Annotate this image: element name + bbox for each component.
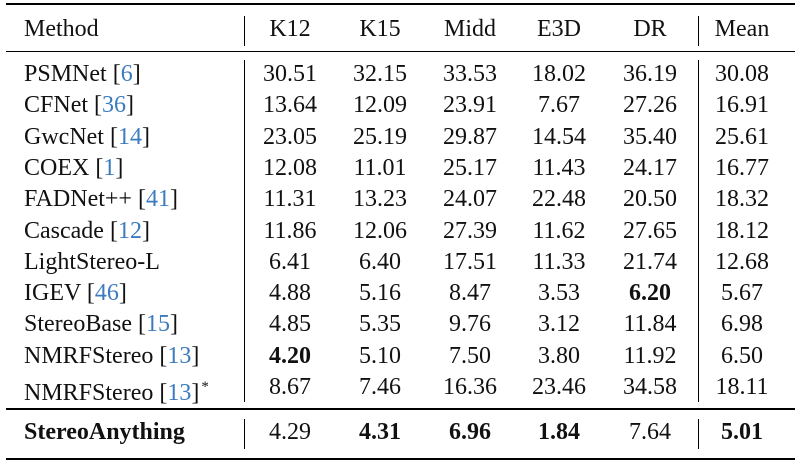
separator-rule — [6, 408, 795, 410]
citation-link[interactable]: 13 — [167, 342, 192, 369]
method-cell — [24, 247, 160, 278]
value-mean: 18.12 — [715, 217, 769, 244]
value-midd: 17.51 — [443, 248, 497, 275]
citation-link[interactable]: 15 — [145, 311, 170, 338]
table-row — [0, 216, 803, 247]
top-rule — [6, 3, 795, 5]
method-cell: Cascade [12] — [24, 217, 150, 244]
value-k15: 11.01 — [353, 154, 407, 181]
method-name: COEX — [24, 154, 90, 181]
value-mean: 18.32 — [715, 186, 769, 213]
value-k12: 6.41 — [269, 248, 311, 275]
header-e3d: E3D — [537, 16, 581, 42]
value-mean: 5.01 — [721, 419, 763, 445]
citation-link[interactable]: 36 — [102, 92, 127, 119]
value-dr: 20.50 — [623, 186, 677, 213]
method-name: GwcNet — [24, 123, 104, 150]
value-k15: 12.09 — [353, 92, 407, 119]
value-dr: 24.17 — [623, 154, 677, 181]
value-e3d: 11.43 — [532, 154, 586, 181]
header-dr: DR — [633, 16, 667, 42]
method-name: StereoBase — [24, 311, 132, 338]
bottom-rule — [6, 458, 795, 460]
method-name: NMRFStereo — [24, 342, 154, 369]
column-divider-right-final — [698, 419, 699, 449]
citation-link[interactable]: 6 — [120, 61, 133, 87]
table-row — [0, 153, 803, 184]
value-e3d: 1.84 — [538, 419, 580, 445]
value-k12: 11.31 — [263, 186, 317, 213]
value-midd: 7.50 — [449, 342, 491, 369]
value-midd: 29.87 — [443, 123, 497, 150]
value-midd: 25.17 — [443, 154, 497, 181]
method-name: IGEV — [24, 280, 81, 307]
header-mean: Mean — [714, 16, 770, 42]
value-mean: 6.98 — [721, 311, 763, 338]
value-k12: 13.64 — [263, 92, 317, 119]
column-divider-left-header — [244, 16, 245, 46]
value-k15: 6.40 — [359, 248, 401, 275]
value-k15: 5.16 — [359, 280, 401, 307]
value-k12: 4.20 — [269, 342, 311, 369]
footnote-mark: * — [201, 379, 209, 395]
value-midd: 8.47 — [449, 280, 491, 307]
value-midd: 9.76 — [449, 311, 491, 338]
citation-link[interactable]: 41 — [145, 186, 170, 213]
value-mean: 30.08 — [715, 61, 769, 87]
value-midd: 33.53 — [443, 61, 497, 87]
header-method: Method — [24, 16, 99, 42]
table-row — [0, 309, 803, 340]
value-dr: 27.26 — [623, 92, 677, 119]
method-name: LightStereo-L — [24, 248, 160, 275]
value-mean: 6.50 — [721, 342, 763, 369]
column-divider-right-body — [698, 60, 699, 402]
value-k12: 30.51 — [263, 61, 317, 87]
value-k15: 5.10 — [359, 342, 401, 369]
value-k15: 5.35 — [359, 311, 401, 338]
value-dr: 27.65 — [623, 217, 677, 244]
value-e3d: 11.33 — [532, 248, 586, 275]
value-e3d: 3.80 — [538, 342, 580, 369]
method-name: NMRFStereo — [24, 380, 154, 406]
value-mean: 18.11 — [715, 374, 769, 400]
table-row — [0, 184, 803, 215]
method-cell: CFNet [36] — [24, 92, 135, 119]
citation-link[interactable]: 13 — [167, 380, 192, 406]
header-k15: K15 — [359, 16, 401, 42]
value-midd: 24.07 — [443, 186, 497, 213]
value-midd: 6.96 — [449, 419, 491, 445]
table-row — [0, 372, 803, 406]
citation-link[interactable]: 1 — [103, 154, 116, 181]
value-e3d: 22.48 — [532, 186, 586, 213]
value-mean: 25.61 — [715, 123, 769, 150]
table-row-final — [0, 417, 803, 448]
value-dr: 36.19 — [623, 61, 677, 87]
value-e3d: 18.02 — [532, 61, 586, 87]
value-k15: 13.23 — [353, 186, 407, 213]
method-cell: StereoBase [15] — [24, 311, 178, 338]
value-k15: 25.19 — [353, 123, 407, 150]
header-midd: Midd — [443, 16, 497, 42]
value-dr: 34.58 — [623, 374, 677, 400]
value-midd: 27.39 — [443, 217, 497, 244]
value-e3d: 23.46 — [532, 374, 586, 400]
value-dr: 11.92 — [623, 342, 677, 369]
citation-link[interactable]: 12 — [117, 217, 142, 244]
value-k12: 8.67 — [269, 374, 311, 400]
table-row — [0, 278, 803, 309]
method-name: PSMNet — [24, 61, 107, 87]
column-divider-left-body — [244, 60, 245, 402]
method-cell: NMRFStereo [13] * — [24, 379, 209, 406]
value-k12: 4.88 — [269, 280, 311, 307]
value-k15: 12.06 — [353, 217, 407, 244]
table-row — [0, 247, 803, 278]
value-k12: 12.08 — [263, 154, 317, 181]
value-e3d: 11.62 — [532, 217, 586, 244]
method-cell: IGEV [46] — [24, 280, 127, 307]
value-k12: 11.86 — [263, 217, 317, 244]
value-dr: 35.40 — [623, 123, 677, 150]
value-midd: 23.91 — [443, 92, 497, 119]
value-k12: 4.85 — [269, 311, 311, 338]
header-k12: K12 — [269, 16, 311, 42]
value-e3d: 3.53 — [538, 280, 580, 307]
column-divider-left-final — [244, 419, 245, 449]
value-e3d: 3.12 — [538, 311, 580, 338]
table-row — [0, 90, 803, 121]
value-dr: 11.84 — [623, 311, 677, 338]
method-name: FADNet++ — [24, 186, 132, 213]
method-cell: GwcNet [14] — [24, 123, 150, 150]
value-e3d: 7.67 — [538, 92, 580, 119]
method-cell: COEX [1] — [24, 154, 124, 181]
value-e3d: 14.54 — [532, 123, 586, 150]
column-divider-right-header — [698, 16, 699, 46]
value-dr: 6.20 — [629, 280, 671, 307]
value-k15: 32.15 — [353, 61, 407, 87]
method-cell: NMRFStereo [13] — [24, 342, 200, 369]
method-cell: FADNet++ [41] — [24, 186, 178, 213]
value-k12: 23.05 — [263, 123, 317, 150]
table-row — [0, 341, 803, 372]
header-rule — [6, 51, 795, 52]
value-k12: 4.29 — [269, 419, 311, 445]
value-dr: 21.74 — [623, 248, 677, 275]
method-name: StereoAnything — [24, 419, 185, 445]
value-mean: 5.67 — [721, 280, 763, 307]
value-k15: 4.31 — [359, 419, 401, 445]
value-dr: 7.64 — [629, 419, 671, 445]
value-mean: 16.77 — [715, 154, 769, 181]
value-mean: 16.91 — [715, 92, 769, 119]
method-cell: PSMNet [6] — [24, 61, 141, 87]
method-name: Cascade — [24, 217, 104, 244]
value-k15: 7.46 — [359, 374, 401, 400]
table-row — [0, 122, 803, 153]
value-mean: 12.68 — [715, 248, 769, 275]
citation-link[interactable]: 46 — [94, 280, 119, 307]
table-row — [0, 59, 803, 90]
citation-link[interactable]: 14 — [117, 123, 142, 150]
method-name: CFNet — [24, 92, 89, 119]
header-row — [0, 14, 803, 45]
value-midd: 16.36 — [443, 374, 497, 400]
